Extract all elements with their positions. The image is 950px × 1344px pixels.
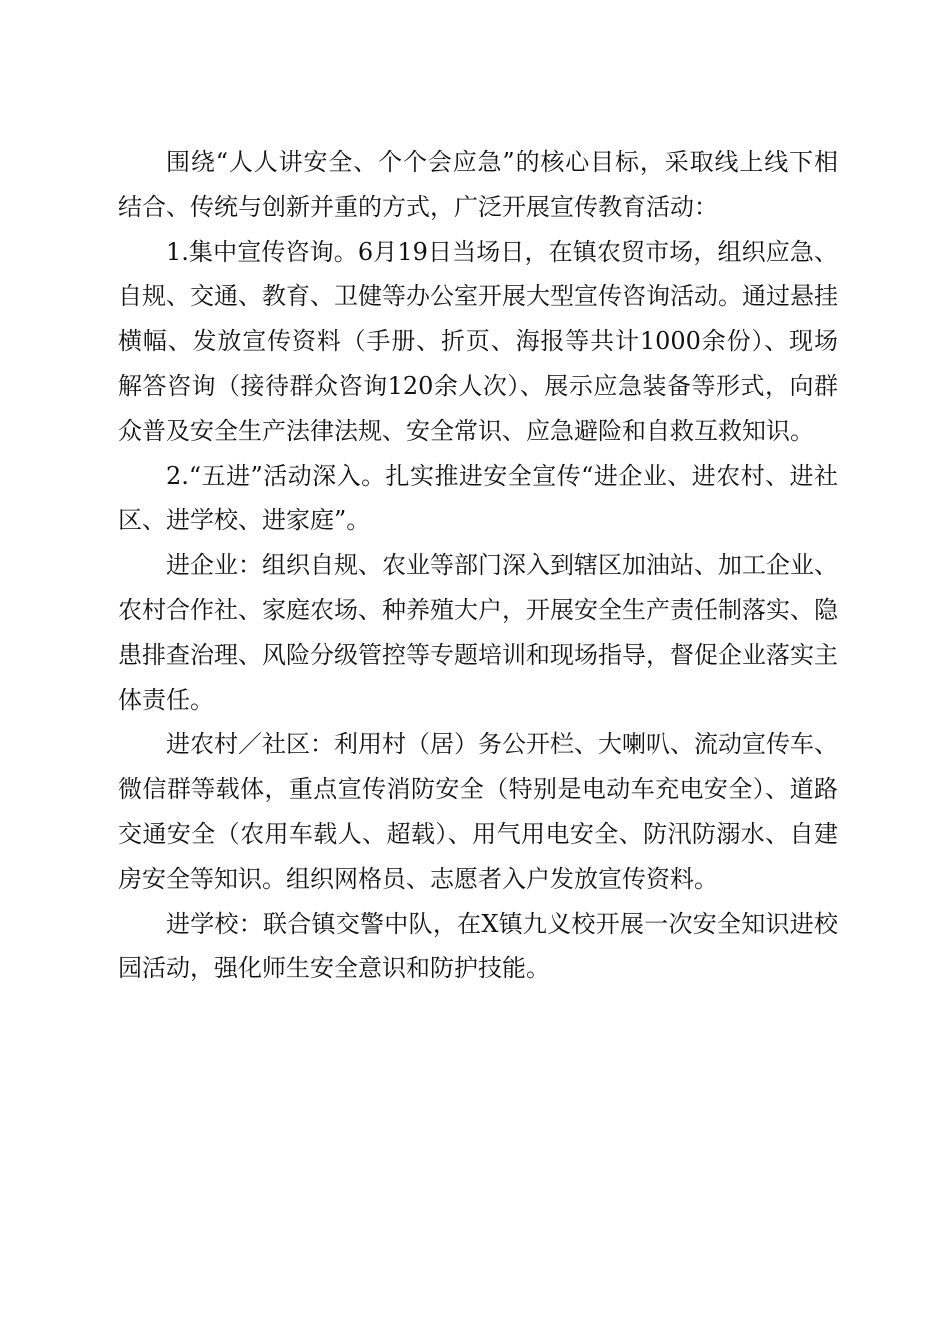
paragraph-village-community: 进农村／社区：利用村（居）务公开栏、大喇叭、流动宣传车、微信群等载体，重点宣传消防安全（特别是电动车充电安全）、道路交通安全（农用车载人、超载）、用气用电安全、防汛防溺水、自建房安全等知识。组织网格员、志愿者入户发放宣传资料。 xyxy=(118,730,838,893)
paragraph-school: 进学校：联合镇交警中队，在X镇九义校开展一次安全知识进校园活动，强化师生安全意识和防护技能。 xyxy=(118,909,838,983)
paragraph-item-1: 1.集中宣传咨询。6月19日当场日，在镇农贸市场，组织应急、自规、交通、教育、卫健等办公室开展大型宣传咨询活动。通过悬挂横幅、发放宣传资料（手册、折页、海报等共计1000余份）、现场解答咨询（接待群众咨询120余人次）、展示应急装备等形式，向群众普及安全生产法律法规、安全常识、应急避险和自救互救知识。 xyxy=(118,237,838,445)
paragraph-enterprise: 进企业：组织自规、农业等部门深入到辖区加油站、加工企业、农村合作社、家庭农场、种养殖大户，开展安全生产责任制落实、隐患排查治理、风险分级管控等专题培训和现场指导，督促企业落实主体责任。 xyxy=(118,551,838,714)
paragraph-item-2: 2.“五进”活动深入。扎实推进安全宣传“进企业、进农村、进社区、进学校、进家庭”。 xyxy=(118,461,838,535)
document-body xyxy=(118,140,838,991)
paragraph-intro: 围绕“人人讲安全、个个会应急”的核心目标，采取线上线下相结合、传统与创新并重的方式，广泛开展宣传教育活动： xyxy=(118,148,838,221)
